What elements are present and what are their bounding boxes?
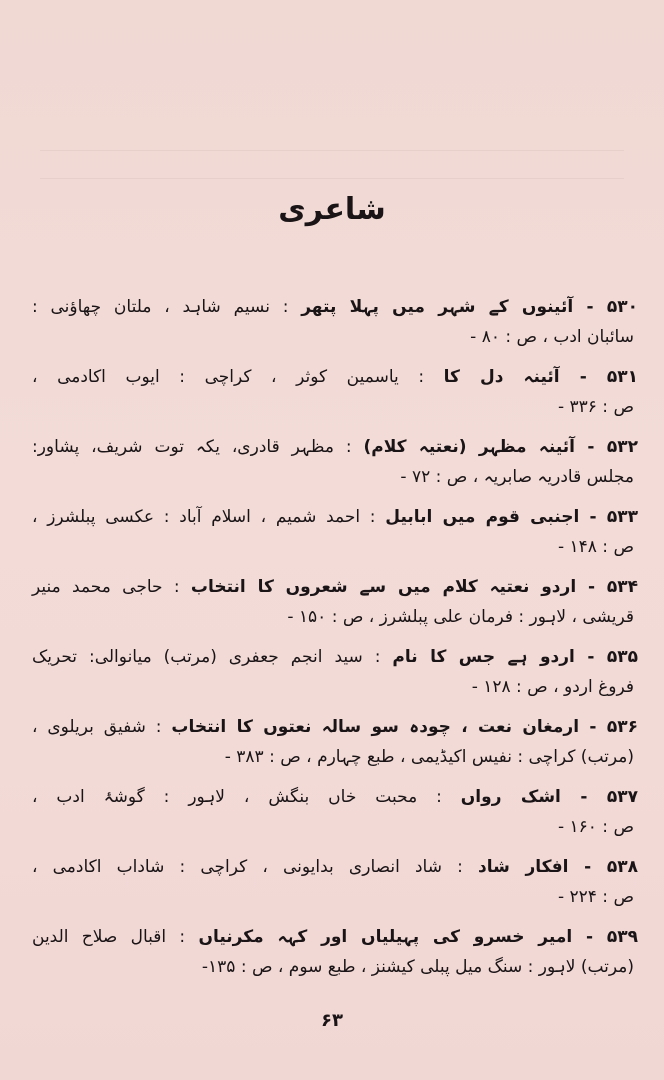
entry-title: آئینہ مظہر (نعتیہ کلام)	[363, 437, 575, 457]
bibliography-entry	[32, 782, 638, 842]
entry-text: ص : ۲۲۴ -	[557, 887, 634, 907]
entry-number: ۵۳۳	[606, 507, 638, 527]
entry-number: ۵۳۴	[606, 577, 638, 597]
entry-title: افکار شاد	[477, 857, 569, 877]
entry-dash: -	[568, 857, 607, 877]
page-number: ۶۳	[321, 1010, 343, 1031]
entry-text: (مرتب) کراچی : نفیس اکیڈیمی ، طبع چہارم ، ص : ۳۸۳ -	[224, 747, 634, 767]
entry-text: فروغ اردو ، ص : ۱۲۸ -	[471, 677, 634, 697]
entry-title: اجنبی قوم میں ابابیل	[385, 507, 580, 527]
entry-title: ارمغان نعت ، چودہ سو سالہ نعتوں کا انتخاب	[171, 717, 580, 737]
entry-dash: -	[574, 647, 607, 667]
entry-first-line	[32, 852, 638, 882]
entry-number: ۵۳۱	[606, 367, 638, 387]
entry-first-line	[32, 292, 638, 322]
entry-dash: -	[560, 787, 607, 807]
entry-dash: -	[572, 927, 607, 947]
entry-number: ۵۳۹	[606, 927, 638, 947]
entry-number: ۵۳۶	[606, 717, 638, 737]
entry-text: اشک رواں : محبت خاں بنگش ، لاہور : گوشۂ ادب ،	[32, 787, 561, 807]
entry-continuation-line	[32, 532, 638, 562]
entry-text: ص : ۱۴۸ -	[557, 537, 634, 557]
entry-text: اردو نعتیہ کلام میں سے شعروں کا انتخاب : حاجی محمد منیر	[32, 577, 577, 597]
entry-title: آئینوں کے شہر میں پہلا پتھر	[301, 297, 574, 317]
entry-text: مجلس قادریہ صابریہ ، ص : ۷۲ -	[400, 467, 634, 487]
entry-first-line	[32, 922, 638, 952]
entry-text: اردو ہے جس کا نام : سید انجم جعفری (مرتب) میانوالی: تحریک	[32, 647, 575, 667]
entry-continuation-line	[32, 322, 638, 352]
entry-first-line	[32, 782, 638, 812]
entry-text: ارمغان نعت ، چودہ سو سالہ نعتوں کا انتخاب : شفیق بریلوی ،	[32, 717, 580, 737]
entry-text: آئینہ دل کا : یاسمین کوثر ، کراچی : ایوب اکادمی ،	[32, 367, 560, 387]
entry-text: (مرتب) لاہور : سنگ میل پبلی کیشنز ، طبع سوم ، ص : ۱۳۵-	[201, 957, 634, 977]
entry-continuation-line	[32, 392, 638, 422]
entry-continuation-line	[32, 742, 638, 772]
entry-continuation-line	[32, 952, 638, 982]
entry-title: اردو نعتیہ کلام میں سے شعروں کا انتخاب	[190, 577, 577, 597]
entry-dash: -	[559, 367, 607, 387]
show-through-line	[40, 150, 624, 151]
entry-text: آئینوں کے شہر میں پہلا پتھر : نسیم شاہد ، ملتان چھاؤنی :	[32, 297, 574, 317]
entry-number: ۵۳۲	[606, 437, 638, 457]
bibliography-entry	[32, 852, 638, 912]
entry-number: ۵۳۵	[606, 647, 638, 667]
entry-title: اردو ہے جس کا نام	[392, 647, 575, 667]
entry-first-line	[32, 712, 638, 742]
entry-title: اشک رواں	[460, 787, 561, 807]
entry-text: آئینہ مظہر (نعتیہ کلام) : مظہر قادری، یکہ توت شریف، پشاور:	[32, 437, 575, 457]
entry-continuation-line	[32, 812, 638, 842]
bibliography-entry	[32, 432, 638, 492]
entry-number: ۵۳۰	[606, 297, 638, 317]
entry-dash: -	[579, 507, 607, 527]
entry-first-line	[32, 432, 638, 462]
entry-text: افکار شاد : شاد انصاری بدایونی ، کراچی : شاداب اکادمی ،	[32, 857, 569, 877]
entry-text: ص : ۳۳۶ -	[557, 397, 634, 417]
entry-dash: -	[576, 577, 607, 597]
entry-first-line	[32, 642, 638, 672]
entry-title: آئینہ دل کا	[443, 367, 560, 387]
entry-text: قریشی ، لاہور : فرمان علی پبلشرز ، ص : ۱۵۰ -	[287, 607, 634, 627]
entry-first-line	[32, 572, 638, 602]
bibliography-entry	[32, 502, 638, 562]
entry-text: ص : ۱۶۰ -	[557, 817, 634, 837]
entry-continuation-line	[32, 882, 638, 912]
bibliography-list	[32, 292, 638, 992]
entry-first-line	[32, 502, 638, 532]
entry-first-line	[32, 362, 638, 392]
entry-dash: -	[579, 717, 607, 737]
bibliography-entry	[32, 572, 638, 632]
entry-number: ۵۳۸	[606, 857, 638, 877]
bibliography-entry	[32, 362, 638, 422]
entry-continuation-line	[32, 672, 638, 702]
bibliography-entry	[32, 922, 638, 982]
entry-text: سائبان ادب ، ص : ۸۰ -	[470, 327, 634, 347]
bibliography-entry	[32, 712, 638, 772]
entry-dash: -	[573, 297, 607, 317]
bibliography-entry	[32, 292, 638, 352]
entry-text: اجنبی قوم میں ابابیل : احمد شمیم ، اسلام آباد : عکسی پبلشرز ،	[32, 507, 580, 527]
section-title: شاعری	[278, 192, 386, 227]
bibliography-entry	[32, 642, 638, 702]
entry-number: ۵۳۷	[606, 787, 638, 807]
entry-dash: -	[574, 437, 607, 457]
entry-title: امیر خسرو کی پہیلیاں اور کہہ مکرنیاں	[198, 927, 573, 947]
entry-text: امیر خسرو کی پہیلیاں اور کہہ مکرنیاں : اقبال صلاح الدین	[32, 927, 573, 947]
show-through-line	[40, 178, 624, 179]
entry-continuation-line	[32, 462, 638, 492]
entry-continuation-line	[32, 602, 638, 632]
